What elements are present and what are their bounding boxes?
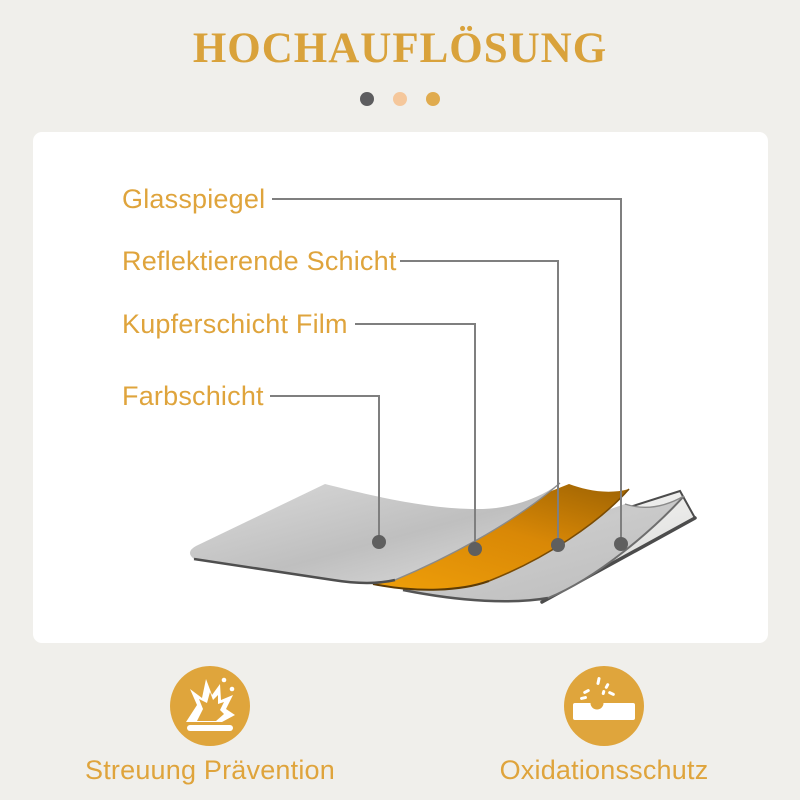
layer-label-reflektierende-schicht: Reflektierende Schicht <box>122 246 397 276</box>
accent-dot-gold <box>426 92 440 106</box>
accent-dot-peach <box>393 92 407 106</box>
callout-dot-kupferschicht <box>468 542 482 556</box>
callout-dot-reflektierende <box>551 538 565 552</box>
accent-dot-dark <box>360 92 374 106</box>
diagram-card <box>33 132 768 643</box>
explosion-debris-dot <box>230 687 235 692</box>
callout-dot-farbschicht <box>372 535 386 549</box>
feature-oxidation-protection <box>444 666 764 786</box>
layer-label-kupferschicht-film: Kupferschicht Film <box>122 309 348 339</box>
layer-label-glasspiegel: Glasspiegel <box>122 184 266 214</box>
surface-bar <box>573 703 635 720</box>
accent-dots <box>0 92 800 106</box>
explosion-debris-dot <box>222 678 227 683</box>
explosion-prevention-icon <box>170 666 250 746</box>
oxidation-protection-icon <box>564 666 644 746</box>
feature-scatter-prevention <box>50 666 370 786</box>
explosion-ground-bar <box>187 725 233 731</box>
feature-label-oxidation-protection: Oxidationsschutz <box>499 755 709 785</box>
corrosion-notch <box>591 697 604 710</box>
page-title: HOCHAUFLÖSUNG <box>192 25 608 72</box>
feature-label-scatter-prevention: Streuung Prävention <box>85 755 335 785</box>
layer-label-farbschicht: Farbschicht <box>122 381 264 411</box>
callout-dot-glasspiegel <box>614 537 628 551</box>
